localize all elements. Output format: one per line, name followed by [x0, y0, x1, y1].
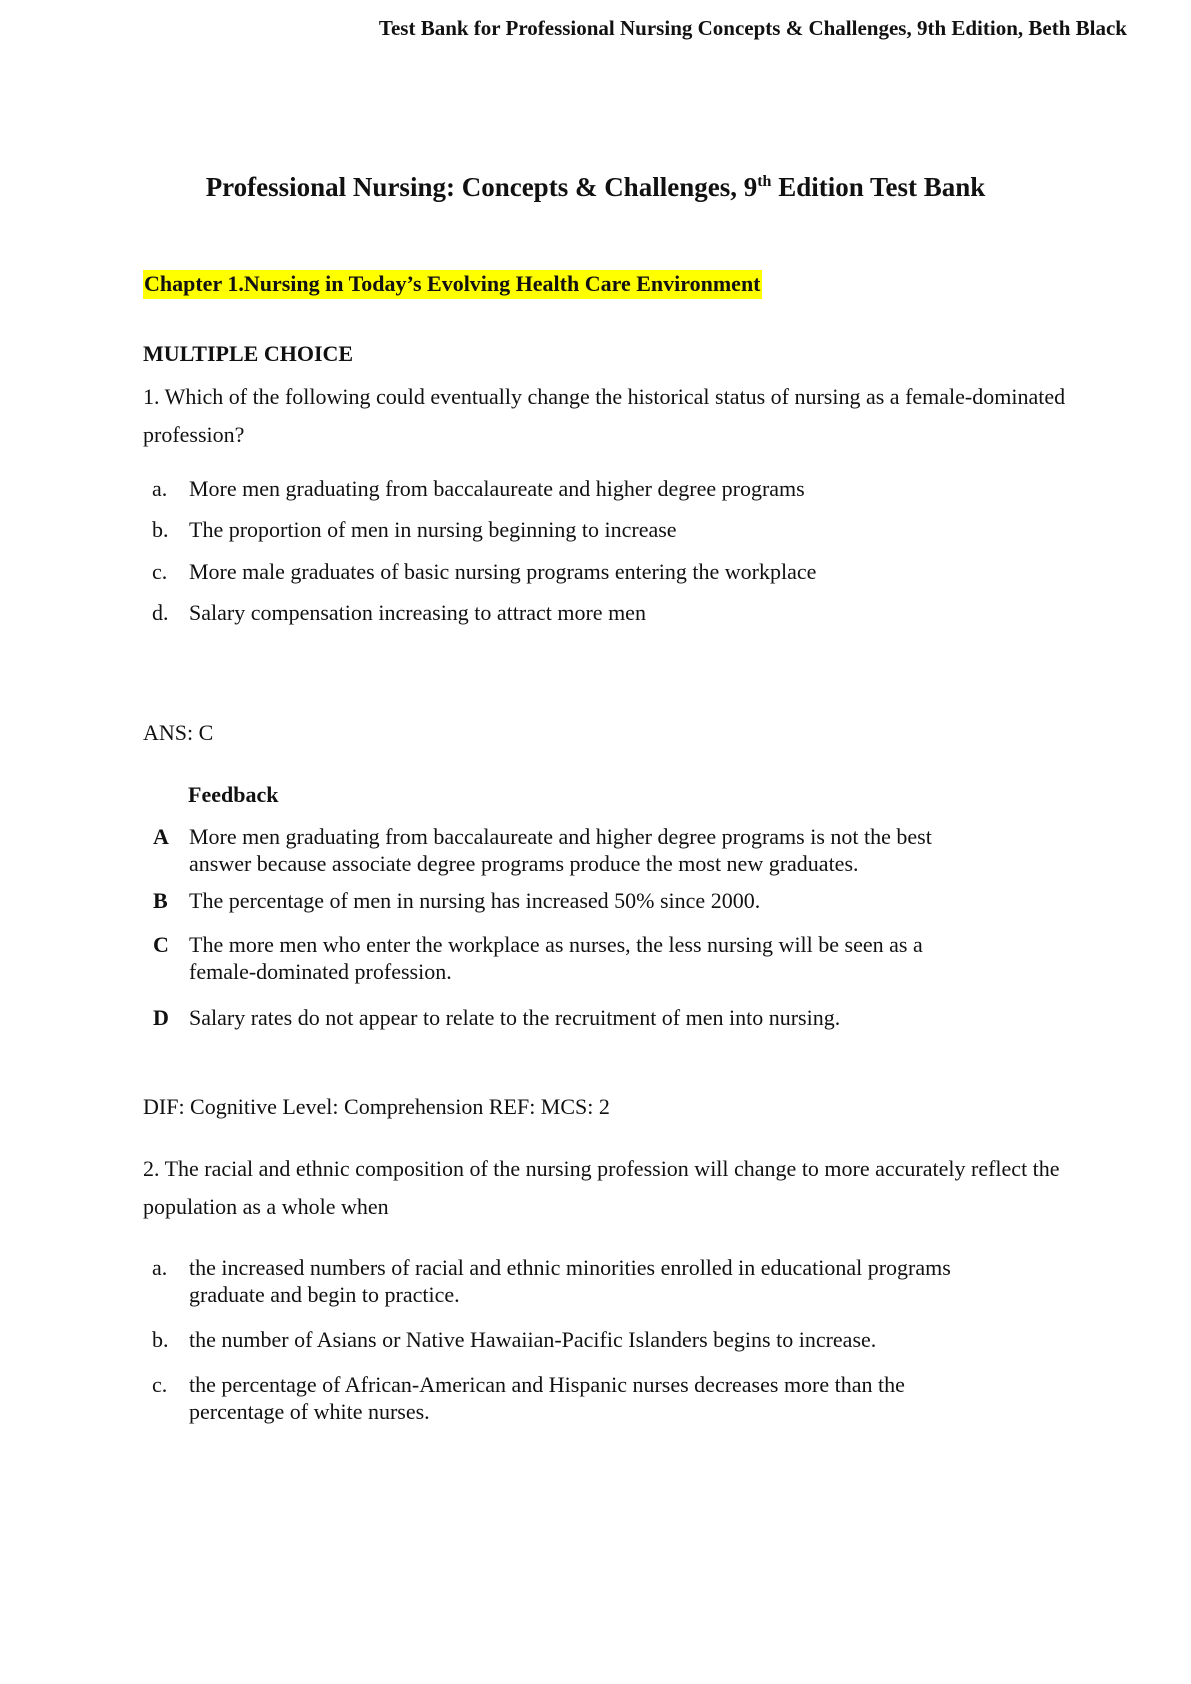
feedback-row — [143, 1004, 963, 1044]
option-row — [143, 558, 1043, 599]
feedback-list — [143, 823, 963, 1044]
feedback-text: The more men who enter the workplace as nurses, the less nursing will be seen as a female-dominated profession. — [189, 932, 923, 984]
feedback-letter: D — [153, 1005, 169, 1030]
question-2-options — [143, 1254, 963, 1431]
option-row — [143, 1254, 963, 1326]
feedback-row — [143, 823, 963, 887]
question-1-stem: 1. Which of the following could eventually change the historical status of nursing as a female-dominated profession? — [143, 384, 1066, 447]
option-letter: d. — [152, 600, 169, 625]
feedback-letter: B — [153, 888, 168, 913]
document-title — [0, 172, 1191, 203]
question-1-meta: DIF: Cognitive Level: Comprehension REF: MCS: 2 — [143, 1094, 610, 1119]
option-row — [143, 475, 1043, 516]
option-row — [143, 1326, 963, 1371]
feedback-heading: Feedback — [188, 782, 279, 807]
option-letter: a. — [152, 1255, 168, 1280]
option-text: More men graduating from baccalaureate and higher degree programs — [189, 476, 805, 501]
option-text: The proportion of men in nursing beginning to increase — [189, 517, 677, 542]
question-1-options — [143, 475, 1043, 640]
section-heading: MULTIPLE CHOICE — [143, 341, 354, 366]
option-letter: b. — [152, 517, 169, 542]
title-superscript: th — [757, 173, 772, 190]
option-letter: b. — [152, 1327, 169, 1352]
question-2-stem: 2. The racial and ethnic composition of the nursing profession will change to more accurately reflect the population as a whole when — [143, 1156, 1060, 1219]
feedback-text: Salary rates do not appear to relate to the recruitment of men into nursing. — [189, 1005, 841, 1030]
answer-key: ANS: C — [143, 720, 214, 745]
option-row — [143, 516, 1043, 558]
option-row — [143, 1371, 963, 1431]
option-text: the percentage of African-American and Hispanic nurses decreases more than the percentage of white nurses. — [189, 1372, 905, 1424]
running-header: Test Bank for Professional Nursing Concepts & Challenges, 9th Edition, Beth Black — [378, 16, 1127, 40]
option-row — [143, 599, 1043, 640]
option-text: the increased numbers of racial and ethnic minorities enrolled in educational programs graduate and begin to practice. — [189, 1255, 951, 1307]
option-letter: c. — [152, 1372, 168, 1397]
option-text: Salary compensation increasing to attract more men — [189, 600, 646, 625]
feedback-text: The percentage of men in nursing has increased 50% since 2000. — [189, 888, 761, 913]
option-text: More male graduates of basic nursing programs entering the workplace — [189, 559, 817, 584]
title-suffix: Edition Test Bank — [771, 172, 986, 202]
feedback-row — [143, 931, 963, 1004]
feedback-letter: C — [153, 932, 169, 957]
feedback-row — [143, 887, 963, 931]
chapter-heading: Chapter 1.Nursing in Today’s Evolving Health Care Environment — [143, 270, 762, 299]
option-text: the number of Asians or Native Hawaiian-Pacific Islanders begins to increase. — [189, 1327, 877, 1352]
feedback-letter: A — [153, 824, 169, 849]
title-main: Professional Nursing: Concepts & Challenges, 9 — [205, 172, 758, 202]
option-letter: c. — [152, 559, 168, 584]
feedback-text: More men graduating from baccalaureate and higher degree programs is not the best answer because associate degree programs produce the most new graduates. — [189, 824, 932, 876]
option-letter: a. — [152, 476, 168, 501]
